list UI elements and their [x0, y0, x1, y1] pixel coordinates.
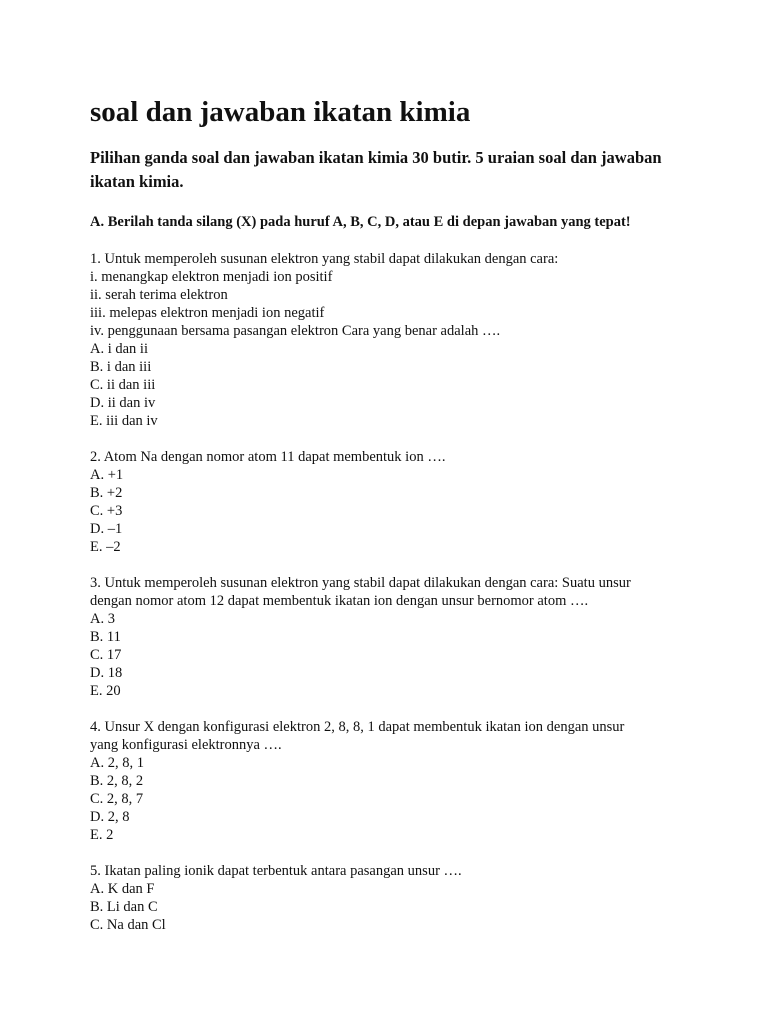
answer-option: D. 2, 8 — [90, 809, 130, 825]
question-text-line: dengan nomor atom 12 dapat membentuk ikatan ion dengan unsur bernomor atom …. — [90, 593, 589, 609]
question-5 — [90, 862, 690, 934]
answer-option: B. 11 — [90, 629, 121, 645]
answer-option: E. –2 — [90, 539, 121, 555]
question-2 — [90, 448, 690, 556]
answer-option: C. Na dan Cl — [90, 917, 166, 933]
answer-option: E. 20 — [90, 683, 121, 699]
question-text — [90, 250, 690, 268]
question-text-line: 3. Untuk memperoleh susunan elektron yang stabil dapat dilakukan dengan cara: Suatu unsur — [90, 575, 631, 591]
answer-option-list — [90, 340, 690, 430]
statement-list — [90, 268, 690, 340]
answer-option-list — [90, 610, 690, 700]
document-intro: Pilihan ganda soal dan jawaban ikatan kimia 30 butir. 5 uraian soal dan jawaban ikatan kimia. — [90, 148, 662, 191]
statement-item: i. menangkap elektron menjadi ion positif — [90, 269, 333, 285]
answer-option: B. i dan iii — [90, 359, 152, 375]
document-page — [90, 94, 690, 934]
answer-option-list — [90, 466, 690, 556]
answer-option: D. 18 — [90, 665, 123, 681]
question-1 — [90, 250, 690, 430]
question-text-line: 4. Unsur X dengan konfigurasi elektron 2, 8, 8, 1 dapat membentuk ikatan ion dengan unsur — [90, 719, 625, 735]
answer-option: B. +2 — [90, 485, 123, 501]
answer-option: A. K dan F — [90, 881, 155, 897]
question-4 — [90, 718, 690, 844]
answer-option: C. +3 — [90, 503, 123, 519]
question-list — [90, 250, 690, 934]
answer-option: A. 2, 8, 1 — [90, 755, 144, 771]
answer-option: A. +1 — [90, 467, 124, 483]
answer-option: C. ii dan iii — [90, 377, 156, 393]
answer-option: B. 2, 8, 2 — [90, 773, 144, 789]
section-instruction: A. Berilah tanda silang (X) pada huruf A, B, C, D, atau E di depan jawaban yang tepat! — [90, 214, 631, 230]
answer-option: C. 17 — [90, 647, 122, 663]
answer-option: E. iii dan iv — [90, 413, 158, 429]
statement-item: ii. serah terima elektron — [90, 287, 228, 303]
answer-option-list — [90, 754, 690, 844]
question-text-line: 2. Atom Na dengan nomor atom 11 dapat membentuk ion …. — [90, 449, 446, 465]
answer-option: A. i dan ii — [90, 341, 148, 357]
question-text-line: 5. Ikatan paling ionik dapat terbentuk antara pasangan unsur …. — [90, 863, 462, 879]
answer-option-list — [90, 880, 690, 934]
answer-option: A. 3 — [90, 611, 115, 627]
question-text — [90, 574, 690, 610]
question-3 — [90, 574, 690, 700]
question-text — [90, 718, 690, 754]
question-text-line: yang konfigurasi elektronnya …. — [90, 737, 282, 753]
statement-item: iv. penggunaan bersama pasangan elektron Cara yang benar adalah …. — [90, 323, 501, 339]
question-text — [90, 862, 690, 880]
answer-option: B. Li dan C — [90, 899, 158, 915]
question-text-line: 1. Untuk memperoleh susunan elektron yang stabil dapat dilakukan dengan cara: — [90, 251, 559, 267]
answer-option: D. –1 — [90, 521, 123, 537]
answer-option: D. ii dan iv — [90, 395, 156, 411]
answer-option: C. 2, 8, 7 — [90, 791, 144, 807]
document-title: soal dan jawaban ikatan kimia — [90, 96, 471, 128]
question-text — [90, 448, 690, 466]
statement-item: iii. melepas elektron menjadi ion negatif — [90, 305, 325, 321]
answer-option: E. 2 — [90, 827, 114, 843]
